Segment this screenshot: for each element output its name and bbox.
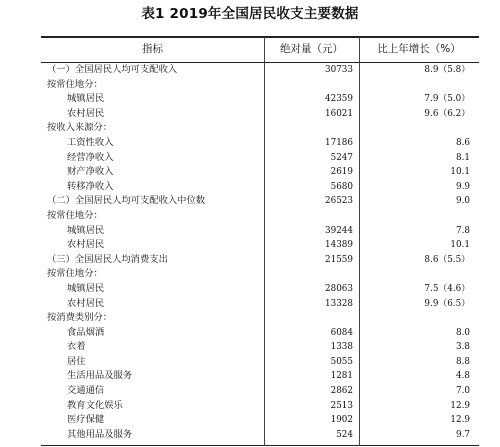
row-absolute-value: 39244 [325,225,353,236]
row-absolute-value: 2513 [330,400,353,411]
table-row [41,165,479,180]
row-growth-value: 4.8 [456,371,470,382]
row-label: 教育文化娱乐 [67,399,123,411]
table-row [41,267,479,282]
row-absolute-value: 13328 [325,298,353,309]
row-absolute-value: 2862 [330,386,353,397]
row-label: 工资性收入 [67,136,114,148]
table-row [41,136,479,151]
row-label: 按常住地分： [47,209,103,221]
table-row [41,413,479,428]
bottom-rule [41,445,479,446]
table-row [41,282,479,297]
table-row [41,340,479,355]
table-body [41,63,479,442]
row-growth-value: 10.1 [450,240,470,251]
row-growth-value: 9.9 [456,181,470,192]
row-growth-value: 7.0 [456,386,470,397]
row-label: 交通通信 [67,385,105,397]
row-absolute-value: 42359 [325,94,353,105]
table-title: 表1 2019年全国居民收支主要数据 [141,6,359,22]
row-absolute-value: 1281 [330,371,353,382]
row-absolute-value: 1338 [330,342,353,353]
row-label: 财产净收入 [67,166,114,178]
table-row [41,297,479,312]
row-label: 农村居民 [67,297,105,309]
row-absolute-value: 21559 [325,254,353,265]
row-label: 城镇居民 [67,224,105,236]
row-growth-value: 7.9（5.0） [424,94,470,105]
row-absolute-value: 2619 [330,167,353,178]
row-growth-value: 12.9 [450,415,470,426]
row-label: 衣着 [67,341,86,353]
row-growth-value: 7.8 [456,225,470,236]
row-absolute-value: 5055 [330,356,353,367]
row-growth-value: 8.6 [456,137,470,148]
row-absolute-value: 16021 [325,108,353,119]
row-growth-value: 8.6（5.5） [424,254,470,265]
table-row [41,428,479,443]
table-row [41,311,479,326]
table-row [41,355,479,370]
table-row [41,399,479,414]
row-label: 按消费类别分： [47,312,113,324]
table-row [41,180,479,195]
table-row [41,194,479,209]
row-absolute-value: 28063 [325,283,353,294]
row-label: 城镇居民 [67,93,105,105]
table-header [41,37,479,62]
row-growth-value: 8.1 [456,152,470,163]
row-growth-value: 3.8 [456,342,470,353]
row-label: 其他用品及服务 [67,428,133,440]
row-label: 食品烟酒 [67,326,105,338]
row-label: （二）全国居民人均可支配收入中位数 [47,195,206,207]
row-absolute-value: 1902 [330,415,353,426]
row-growth-value: 9.6（6.2） [424,108,470,119]
table-row [41,238,479,253]
row-absolute-value: 6084 [330,327,353,338]
table-row [41,224,479,239]
row-label: （一）全国居民人均可支配收入 [47,64,178,75]
table-row [41,78,479,93]
row-growth-value: 9.9（6.5） [424,298,470,309]
row-label: 按常住地分： [47,78,103,90]
row-absolute-value: 17186 [325,137,353,148]
row-label: （三）全国居民人均消费支出 [47,253,168,265]
row-growth-value: 8.9（5.8） [424,65,470,75]
row-label: 生活用品及服务 [67,370,133,382]
table-row [41,369,479,384]
row-growth-value: 8.0 [456,327,470,338]
row-label: 农村居民 [67,107,105,119]
table-row [41,63,479,78]
table-row [41,92,479,107]
row-absolute-value: 5680 [330,181,353,192]
row-label: 医疗保健 [67,414,105,426]
row-absolute-value: 26523 [325,196,353,207]
row-growth-value: 9.7 [456,429,470,440]
table-row [41,253,479,268]
table-row [41,107,479,122]
row-growth-value: 10.1 [450,167,470,178]
row-absolute-value: 30733 [325,65,353,75]
header-indicator: 指标 [142,43,163,55]
row-absolute-value: 5247 [330,152,353,163]
row-growth-value: 9.0 [456,196,470,207]
row-absolute-value: 14389 [325,240,353,251]
table-row [41,151,479,166]
row-growth-value: 8.8 [456,356,470,367]
row-label: 农村居民 [67,239,105,251]
row-absolute-value: 524 [336,429,353,440]
row-growth-value: 12.9 [450,400,470,411]
table-row [41,326,479,341]
row-label: 转移净收入 [67,180,114,192]
row-label: 经营净收入 [67,151,114,163]
row-label: 按常住地分： [47,268,103,280]
table-row [41,209,479,224]
row-label: 居住 [67,355,86,367]
table-row [41,384,479,399]
row-label: 城镇居民 [67,282,105,294]
row-growth-value: 7.5（4.6） [424,283,470,294]
table-row [41,121,479,136]
header-absolute: 绝对量（元） [280,43,343,55]
row-label: 按收入来源分： [47,122,113,134]
header-growth: 比上年增长（%） [377,43,461,55]
